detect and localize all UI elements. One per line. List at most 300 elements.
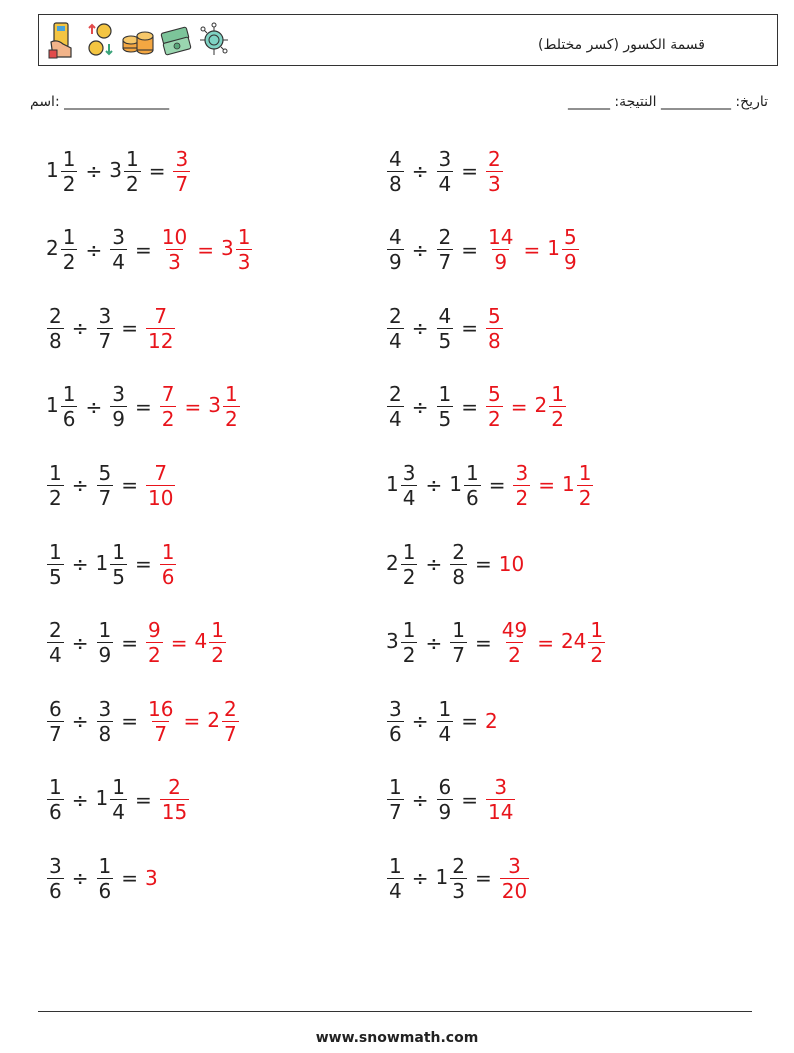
divisor-fraction	[97, 853, 114, 903]
divisor-denominator: 6	[98, 878, 112, 903]
equals-sign: =	[474, 630, 492, 655]
answer-fraction	[485, 775, 516, 825]
problem-item	[386, 218, 580, 282]
dividend	[386, 775, 405, 825]
divisor-numerator: 3	[112, 382, 125, 407]
answer-mixed-whole: 2	[207, 707, 220, 732]
answer-fraction-denominator: 10	[148, 485, 174, 510]
answer-mixed-whole: 2	[534, 393, 548, 418]
answer-fraction	[485, 146, 504, 196]
problem-item	[386, 296, 504, 360]
divide-sign: ÷	[411, 866, 429, 891]
dividend-whole: 1	[386, 471, 399, 496]
dividend-fraction	[387, 382, 404, 432]
dividend	[386, 460, 418, 510]
dividend-denominator: 8	[49, 328, 62, 353]
divisor-numerator: 3	[98, 303, 112, 328]
card-hand-icon	[45, 20, 79, 60]
divisor-whole: 1	[435, 864, 449, 889]
answer-fraction	[512, 460, 531, 510]
divisor-numerator: 1	[438, 382, 452, 407]
dividend-whole: 2	[46, 236, 59, 261]
answer	[512, 460, 594, 510]
dividend-numerator: 3	[49, 853, 62, 878]
answer-fraction-numerator: 3	[508, 853, 521, 878]
divisor-denominator: 8	[452, 564, 465, 589]
divisor-fraction	[450, 539, 467, 589]
answer-fraction-numerator: 9	[148, 618, 161, 643]
answer	[145, 866, 159, 890]
answer	[172, 146, 191, 196]
answer	[159, 382, 241, 432]
divisor-fraction	[450, 618, 467, 668]
divisor	[435, 853, 468, 903]
divisor	[96, 696, 115, 746]
dividend-denominator: 4	[389, 878, 402, 903]
answer-fraction	[145, 618, 164, 668]
dividend-denominator: 6	[62, 407, 76, 432]
answer-mixed-denominator: 2	[211, 643, 224, 668]
dividend-denominator: 8	[389, 171, 402, 196]
dividend-denominator: 4	[49, 643, 62, 668]
equals-sign: =	[121, 473, 138, 498]
problem-item	[46, 375, 241, 439]
answer-fraction-numerator: 3	[494, 775, 508, 800]
answer-mixed-numerator: 1	[237, 225, 251, 250]
divisor	[436, 382, 455, 432]
date-score-field: ______ :تاريخ: __________ النتيجة	[567, 94, 768, 110]
divisor-fraction	[110, 382, 127, 432]
dividend-numerator: 1	[62, 382, 76, 407]
divisor-whole: 3	[109, 157, 122, 182]
divisor-numerator: 2	[438, 225, 452, 250]
dividend-fraction	[61, 146, 78, 196]
answer	[145, 696, 240, 746]
divide-sign: ÷	[411, 159, 429, 183]
divide-sign: ÷	[85, 237, 103, 262]
answer-fraction	[159, 775, 190, 825]
crypto-coin-icon	[197, 20, 231, 60]
answer-fraction-numerator: 2	[488, 146, 501, 171]
dividend-fraction	[387, 303, 404, 353]
divisor-fraction	[450, 853, 467, 903]
divide-sign: ÷	[411, 394, 429, 419]
divisor-numerator: 3	[438, 146, 452, 171]
banknotes-icon	[159, 20, 193, 60]
answer	[145, 460, 176, 510]
answer-mixed-fraction	[236, 225, 253, 275]
problem-item	[386, 375, 567, 439]
answer	[499, 552, 525, 576]
answer-fraction-integer: 3	[145, 866, 158, 891]
dividend-fraction	[387, 146, 404, 196]
dividend	[386, 618, 418, 668]
divisor-fraction	[437, 696, 454, 746]
answer-mixed	[547, 225, 579, 275]
answer-mixed-numerator: 5	[563, 225, 577, 250]
problem-item	[386, 532, 525, 596]
answer-fraction	[172, 146, 191, 196]
answer-equals-sign: =	[184, 394, 202, 419]
answer-mixed-denominator: 2	[224, 407, 238, 432]
divisor-fraction	[124, 146, 141, 196]
answer-fraction-numerator: 1	[161, 539, 175, 564]
answer-fraction-numerator: 14	[488, 225, 514, 250]
answer-mixed	[560, 618, 606, 668]
divide-sign: ÷	[425, 630, 443, 655]
dividend-denominator: 2	[62, 250, 76, 275]
divisor-fraction	[97, 618, 114, 668]
divisor-fraction	[97, 696, 114, 746]
problem-item	[386, 689, 499, 753]
answer-mixed-fraction	[549, 382, 566, 432]
dividend	[46, 382, 78, 432]
answer-fraction-fraction	[173, 146, 190, 196]
answer-mixed-numerator: 1	[211, 618, 224, 643]
dividend-fraction	[47, 303, 64, 353]
equals-sign: =	[461, 394, 478, 419]
dividend-denominator: 7	[49, 721, 62, 746]
divide-sign: ÷	[411, 709, 429, 734]
divisor-denominator: 9	[438, 800, 452, 825]
divisor-numerator: 1	[98, 853, 112, 878]
dividend	[386, 225, 405, 275]
dividend	[386, 539, 418, 589]
dividend-numerator: 1	[402, 539, 416, 564]
answer-fraction-denominator: 7	[175, 171, 189, 196]
problem-item	[386, 768, 516, 832]
coin-stack-icon	[121, 20, 155, 60]
answer-fraction-denominator: 6	[161, 564, 175, 589]
divisor-numerator: 5	[98, 460, 112, 485]
divide-sign: ÷	[71, 630, 89, 655]
answer-fraction-numerator: 3	[175, 146, 189, 171]
dividend-numerator: 4	[389, 225, 402, 250]
divisor-fraction	[437, 225, 454, 275]
equals-sign: =	[134, 237, 152, 262]
answer-fraction	[145, 696, 176, 746]
header-box	[38, 14, 778, 66]
footer-divider	[38, 1011, 752, 1012]
problem-item	[46, 139, 191, 203]
answer-mixed-whole: 24	[560, 629, 587, 654]
answer-mixed-denominator: 2	[590, 643, 604, 668]
answer-fraction-fraction	[486, 146, 503, 196]
dividend-numerator: 6	[49, 696, 62, 721]
answer-fraction	[499, 853, 530, 903]
answer-fraction-fraction	[160, 225, 189, 275]
dividend	[46, 775, 65, 825]
divide-sign: ÷	[85, 159, 103, 183]
answer-equals-sign: =	[538, 473, 555, 498]
answer-mixed-denominator: 7	[223, 721, 237, 746]
divisor	[96, 853, 115, 903]
answer-fraction-denominator: 12	[148, 328, 174, 353]
dividend-numerator: 2	[389, 382, 402, 407]
dividend	[46, 225, 78, 275]
answer-fraction-fraction	[500, 853, 529, 903]
divide-sign: ÷	[71, 473, 89, 498]
dividend-numerator: 2	[49, 303, 62, 328]
answer-equals-sign: =	[183, 709, 201, 734]
divisor-denominator: 7	[98, 328, 112, 353]
divisor-denominator: 4	[438, 721, 452, 746]
answer-mixed-numerator: 1	[590, 618, 604, 643]
divisor-denominator: 5	[438, 328, 452, 353]
divisor	[109, 382, 128, 432]
divisor-fraction	[437, 382, 454, 432]
equals-sign: =	[474, 866, 492, 891]
answer-fraction	[499, 618, 530, 668]
divisor-denominator: 4	[438, 171, 452, 196]
answer	[485, 146, 504, 196]
divisor-numerator: 2	[452, 539, 465, 564]
dividend-numerator: 1	[49, 460, 62, 485]
equals-sign: =	[488, 473, 506, 498]
divisor-denominator: 2	[125, 171, 139, 196]
divide-sign: ÷	[411, 237, 429, 262]
answer-fraction-fraction	[146, 618, 163, 668]
answer-mixed-denominator: 2	[551, 407, 564, 432]
answer-equals-sign: =	[523, 237, 541, 262]
problem-item	[386, 139, 504, 203]
divisor-whole: 1	[95, 550, 109, 575]
divisor-numerator: 3	[112, 225, 125, 250]
footer-url: www.snowmath.com	[315, 1030, 479, 1046]
dividend-fraction	[61, 225, 78, 275]
divisor-fraction	[110, 539, 127, 589]
divide-sign: ÷	[71, 316, 89, 341]
equals-sign: =	[461, 316, 478, 341]
divisor-denominator: 7	[452, 643, 465, 668]
equals-sign: =	[148, 159, 166, 183]
dividend	[46, 460, 65, 510]
dividend-denominator: 4	[389, 328, 402, 353]
divisor-fraction	[437, 775, 454, 825]
dividend-denominator: 5	[49, 564, 62, 589]
answer-fraction-denominator: 2	[515, 485, 529, 510]
divisor-numerator: 6	[438, 775, 452, 800]
dividend-whole: 1	[46, 157, 59, 182]
divisor-whole: 1	[95, 786, 109, 811]
answer-fraction-fraction	[513, 460, 530, 510]
dividend-numerator: 2	[49, 618, 62, 643]
answer-mixed	[208, 382, 240, 432]
divisor-fraction	[110, 775, 127, 825]
divisor-numerator: 1	[98, 618, 112, 643]
answer	[485, 303, 504, 353]
answer-fraction-fraction	[160, 539, 177, 589]
answer-fraction-denominator: 8	[488, 328, 501, 353]
answer-mixed	[207, 696, 239, 746]
divisor-numerator: 1	[438, 696, 452, 721]
answer-fraction-fraction	[486, 225, 515, 275]
divisor	[96, 303, 115, 353]
answer-mixed	[561, 460, 594, 510]
dividend-fraction	[401, 460, 418, 510]
answer-equals-sign: =	[510, 394, 528, 419]
divide-sign: ÷	[71, 787, 89, 812]
dividend-fraction	[47, 460, 64, 510]
divisor	[436, 146, 455, 196]
dividend-numerator: 1	[49, 539, 62, 564]
answer-mixed-denominator: 2	[578, 485, 592, 510]
divide-sign: ÷	[425, 552, 443, 576]
divide-sign: ÷	[425, 473, 443, 498]
dividend-numerator: 4	[389, 146, 402, 171]
dividend-fraction	[387, 853, 404, 903]
dividend-numerator: 1	[62, 225, 76, 250]
answer	[485, 382, 567, 432]
answer	[499, 853, 530, 903]
equals-sign: =	[461, 237, 478, 262]
answer-fraction	[145, 460, 176, 510]
divide-sign: ÷	[411, 316, 429, 341]
dividend	[386, 382, 405, 432]
divisor	[436, 225, 455, 275]
problem-item	[46, 532, 177, 596]
answer-fraction-denominator: 7	[154, 721, 168, 746]
answer-mixed-denominator: 3	[237, 250, 251, 275]
answer	[145, 303, 176, 353]
dividend	[46, 303, 65, 353]
divisor-denominator: 9	[98, 643, 112, 668]
divisor	[449, 618, 468, 668]
answer-mixed-whole: 3	[220, 236, 234, 261]
answer	[485, 709, 499, 733]
divisor-denominator: 4	[112, 250, 125, 275]
equals-sign: =	[121, 866, 138, 891]
answer-fraction-numerator: 16	[148, 696, 174, 721]
divisor-numerator: 1	[452, 618, 465, 643]
answer-equals-sign: =	[197, 237, 214, 262]
answer-mixed	[220, 225, 253, 275]
equals-sign: =	[121, 316, 138, 341]
dividend	[46, 618, 65, 668]
answer-fraction-denominator: 3	[488, 171, 501, 196]
equals-sign: =	[134, 552, 152, 576]
answer-fraction-numerator: 2	[168, 775, 181, 800]
dividend-denominator: 2	[402, 643, 416, 668]
divisor	[96, 618, 115, 668]
answer-fraction-denominator: 15	[161, 800, 188, 825]
answer-fraction	[159, 539, 178, 589]
answer-mixed-whole: 1	[547, 236, 560, 261]
answer	[145, 618, 227, 668]
answer-fraction-denominator: 2	[161, 407, 175, 432]
answer-fraction-denominator: 2	[488, 407, 501, 432]
name-field: اسم: _______________	[30, 94, 170, 110]
dividend-fraction	[47, 539, 64, 589]
answer	[499, 618, 606, 668]
problem-item	[46, 296, 176, 360]
answer-fraction-numerator: 5	[488, 382, 501, 407]
answer	[159, 539, 178, 589]
answer-fraction-integer: 2	[485, 709, 498, 734]
problem-item	[386, 611, 606, 675]
dividend-fraction	[61, 382, 78, 432]
answer-fraction-integer: 10	[498, 552, 525, 576]
dividend-numerator: 1	[389, 853, 402, 878]
divisor-numerator: 1	[125, 146, 139, 171]
dividend-fraction	[47, 775, 64, 825]
answer-fraction-fraction	[500, 618, 529, 668]
answer-fraction-denominator: 2	[508, 643, 521, 668]
answer-mixed-fraction	[577, 460, 594, 510]
answer-fraction-numerator: 10	[161, 225, 188, 250]
answer-fraction	[499, 552, 525, 576]
problem-item	[386, 453, 594, 517]
dividend	[386, 146, 405, 196]
equals-sign: =	[121, 630, 138, 655]
answer-mixed-whole: 1	[561, 471, 575, 496]
coin-exchange-icon	[83, 20, 117, 60]
divisor-numerator: 3	[98, 696, 112, 721]
dividend-fraction	[47, 696, 64, 746]
dividend-numerator: 1	[62, 146, 76, 171]
divisor	[96, 460, 115, 510]
dividend	[46, 853, 65, 903]
answer-mixed	[534, 382, 567, 432]
divisor-fraction	[437, 303, 454, 353]
answer	[159, 775, 190, 825]
dividend-denominator: 2	[402, 564, 416, 589]
dividend-fraction	[401, 539, 418, 589]
answer-equals-sign: =	[170, 630, 188, 655]
answer-fraction-numerator: 49	[501, 618, 528, 643]
answer-fraction-fraction	[146, 460, 175, 510]
answer-mixed-fraction	[209, 618, 226, 668]
answer-fraction-fraction	[486, 775, 515, 825]
dividend	[386, 303, 405, 353]
answer-fraction	[485, 382, 504, 432]
divide-sign: ÷	[71, 709, 89, 734]
problem-item	[46, 846, 159, 910]
answer-fraction-numerator: 7	[154, 303, 168, 328]
answer-mixed-fraction	[223, 382, 240, 432]
divisor	[449, 460, 481, 510]
divisor-numerator: 1	[112, 775, 125, 800]
answer-fraction	[485, 709, 499, 733]
divisor-numerator: 2	[452, 853, 465, 878]
divisor	[109, 225, 128, 275]
dividend	[386, 853, 405, 903]
divide-sign: ÷	[411, 787, 429, 812]
dividend	[386, 696, 405, 746]
answer-fraction-denominator: 2	[148, 643, 161, 668]
answer	[485, 775, 516, 825]
dividend	[46, 539, 65, 589]
dividend-denominator: 9	[389, 250, 402, 275]
dividend	[46, 146, 78, 196]
divisor-numerator: 4	[438, 303, 452, 328]
divisor-fraction	[464, 460, 481, 510]
answer-fraction	[145, 303, 176, 353]
dividend-whole: 3	[386, 629, 399, 654]
dividend-numerator: 2	[389, 303, 402, 328]
answer-fraction	[159, 382, 178, 432]
divisor	[109, 146, 141, 196]
dividend-denominator: 7	[389, 800, 402, 825]
divisor-numerator: 1	[112, 539, 125, 564]
answer	[485, 225, 580, 275]
equals-sign: =	[121, 709, 138, 734]
answer-mixed-whole: 4	[194, 629, 208, 654]
divisor	[449, 539, 468, 589]
dividend-denominator: 6	[49, 800, 62, 825]
divisor	[436, 696, 455, 746]
answer-fraction-numerator: 5	[488, 303, 501, 328]
